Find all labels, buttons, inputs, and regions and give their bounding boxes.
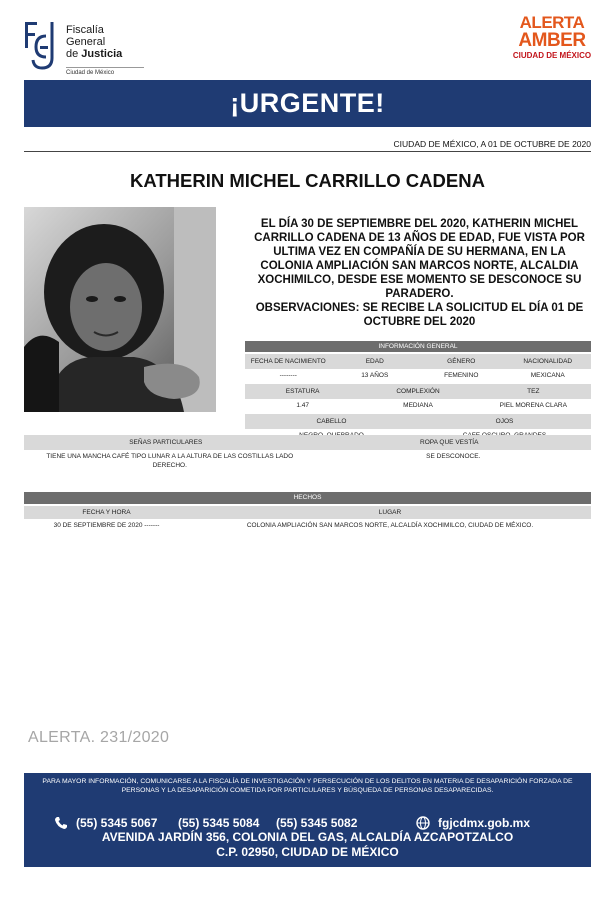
clothing-label: ROPA QUE VESTÍA [420, 439, 479, 446]
age-label: EDAD [365, 358, 384, 365]
marks-value: TIENE UNA MANCHA CAFÉ TIPO LUNAR A LA ALTURA DE LAS COSTILLAS LADO DERECHO. [46, 453, 294, 469]
marks-section [24, 435, 591, 470]
phone-1[interactable]: (55) 5345 5067 [76, 816, 158, 830]
datetime-value: 30 DE SEPTIEMBRE DE 2020 ------- [53, 522, 160, 529]
info-row2-values [245, 399, 591, 412]
clothing-value: SE DESCONOCE. [426, 453, 481, 460]
nationality-value: MEXICANA [530, 372, 565, 379]
gender-value: FEMENINO [444, 372, 479, 379]
footer-info-text: PARA MAYOR INFORMACIÓN, COMUNICARSE A LA FISCALÍA DE INVESTIGACIÓN Y PERSECUCIÓN DE LOS DELITOS EN MATERIA DE DESAPARICIÓN FORZADA DE PERSONAS Y LA DESAPARICIÓN COMETIDA POR PARTICULARES Y BÚSQUEDA DE PERSONAS DESAPARECIDAS. [42, 778, 573, 794]
fgj-logo [24, 18, 184, 80]
gender-label: GÉNERO [447, 358, 476, 365]
missing-person-photo [24, 207, 216, 412]
facts-values [24, 519, 591, 532]
info-row3-labels [245, 414, 591, 429]
divider [24, 151, 591, 152]
build-label: COMPLEXIÓN [396, 388, 440, 395]
address-line2: C.P. 02950, CIUDAD DE MÉXICO [216, 845, 399, 859]
address-line1: AVENIDA JARDÍN 356, COLONIA DEL GAS, ALCALDÍA AZCAPOTZALCO [101, 830, 514, 844]
alert-number: ALERTA. 231/2020 [28, 729, 170, 746]
age-value: 13 AÑOS [361, 372, 389, 379]
alerta-amber-logo [508, 14, 596, 76]
build-value: MEDIANA [403, 402, 433, 409]
info-row1-values [245, 369, 591, 382]
header [0, 0, 615, 80]
birthdate-label: FECHA DE NACIMIENTO [250, 358, 326, 365]
amber-logo-line1: ALERTA [519, 13, 585, 32]
facts-labels [24, 506, 591, 519]
complexion-label: TEZ [527, 388, 540, 395]
amber-logo-line3: CIUDAD DE MÉXICO [512, 51, 592, 60]
person-name: KATHERIN MICHEL CARRILLO CADENA [130, 170, 485, 191]
urgent-banner: ¡URGENTE! [24, 80, 591, 127]
fgj-logo-line2: General [66, 36, 106, 48]
place-label: LUGAR [378, 509, 402, 516]
height-value: 1.47 [296, 402, 309, 409]
marks-values [24, 450, 591, 470]
facts-section [24, 492, 591, 532]
complexion-value: PIEL MORENA CLARA [499, 402, 567, 409]
fgj-logo-line3-prefix: de [66, 48, 82, 60]
amber-logo-line2: AMBER [518, 30, 586, 51]
description-block [248, 217, 591, 329]
height-label: ESTATURA [285, 388, 320, 395]
general-info-header: INFORMACIÓN GENERAL [245, 341, 591, 352]
marks-label: SEÑAS PARTICULARES [129, 439, 203, 446]
eyes-label: OJOS [495, 418, 514, 425]
hair-label: CABELLO [316, 418, 347, 425]
observations-text: OBSERVACIONES: SE RECIBE LA SOLICITUD EL DÍA 01 DE OCTUBRE DEL 2020 [255, 302, 584, 328]
fgj-logo-text [66, 24, 122, 60]
footer-address [24, 830, 591, 860]
phone-3[interactable]: (55) 5345 5082 [276, 816, 358, 830]
datetime-label: FECHA Y HORA [82, 509, 131, 516]
fgj-logo-sub: Ciudad de México [66, 67, 144, 76]
marks-labels [24, 435, 591, 450]
place-value: COLONIA AMPLIACIÓN SAN MARCOS NORTE, ALCALDÍA XOCHIMILCO, CIUDAD DE MÉXICO. [246, 522, 534, 529]
fgj-logo-line3-bold: Justicia [81, 48, 123, 60]
info-row1-labels [245, 354, 591, 369]
fgj-logo-line1: Fiscalía [66, 24, 104, 36]
fgj-logo-mark [24, 20, 58, 72]
facts-header: HECHOS [24, 492, 591, 504]
phone-2[interactable]: (55) 5345 5084 [178, 816, 260, 830]
info-row2-labels [245, 384, 591, 399]
footer-contact [24, 773, 591, 867]
nationality-label: NACIONALIDAD [523, 358, 573, 365]
general-info-table [245, 341, 591, 442]
birthdate-value: -------- [279, 372, 297, 379]
description-text: EL DÍA 30 DE SEPTIEMBRE DEL 2020, KATHERIN MICHEL CARRILLO CADENA DE 13 AÑOS DE EDAD, FUE VISTA POR ULTIMA VEZ EN COMPAÑÍA DE SU HERMANA, EN LA COLONIA AMPLIACIÓN SAN MARCOS NORTE, ALCALDIA XOCHIMILCO, DESDE ESE MOMENTO SE DESCONOCE SU PARADERO. [254, 218, 585, 300]
date-line: CIUDAD DE MÉXICO, A 01 DE OCTUBRE DE 2020 [393, 139, 591, 149]
website-link[interactable]: fgjcdmx.gob.mx [438, 816, 531, 830]
